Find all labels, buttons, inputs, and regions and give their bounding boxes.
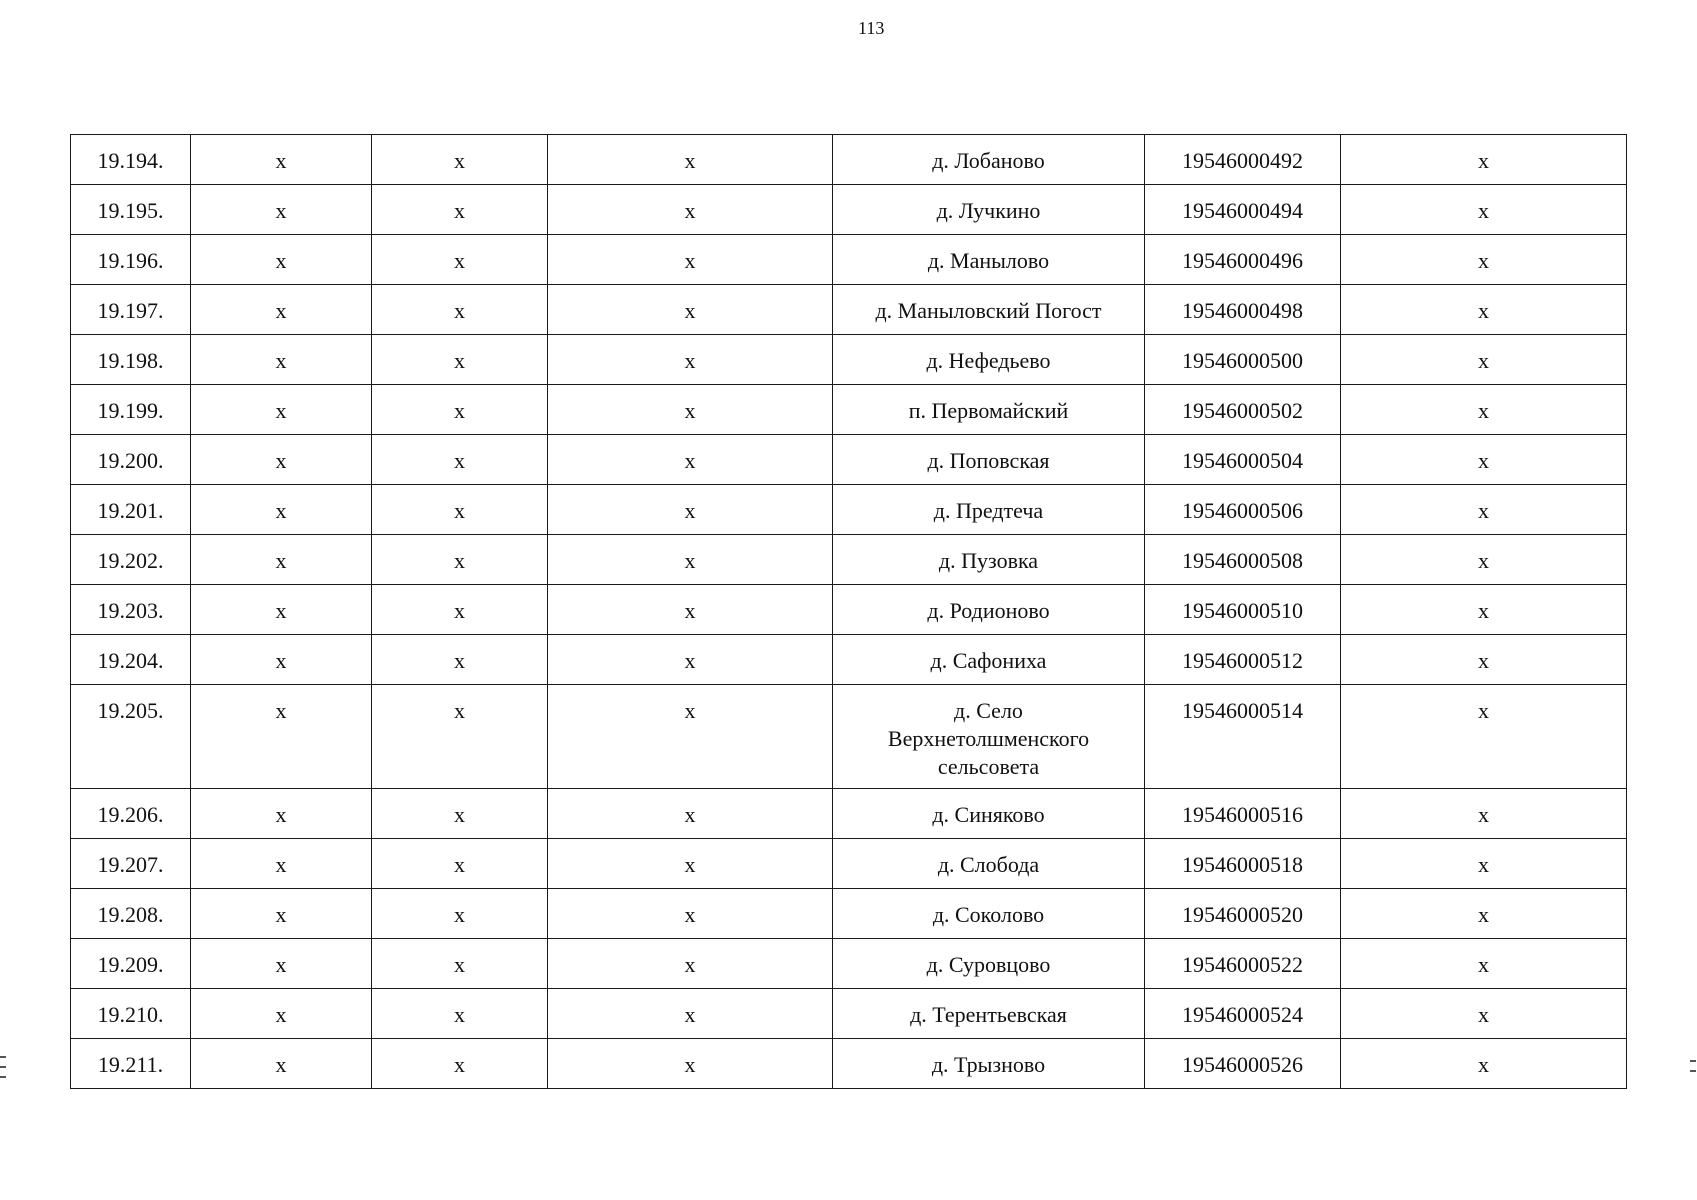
oktmo-code-cell: 19546000506 <box>1145 485 1341 535</box>
column-7-cell: х <box>1341 635 1627 685</box>
column-4-cell: х <box>548 685 833 789</box>
oktmo-code-cell: 19546000504 <box>1145 435 1341 485</box>
table-row <box>71 535 1627 585</box>
oktmo-code-cell: 19546000494 <box>1145 185 1341 235</box>
column-3-cell: х <box>372 1039 548 1089</box>
table-row <box>71 685 1627 789</box>
column-7-cell: х <box>1341 135 1627 185</box>
column-7-cell: х <box>1341 989 1627 1039</box>
column-2-cell: х <box>191 535 372 585</box>
settlement-name-cell: д. Маныловский Погост <box>833 285 1145 335</box>
table-row <box>71 435 1627 485</box>
column-2-cell: х <box>191 789 372 839</box>
oktmo-code-cell: 19546000522 <box>1145 939 1341 989</box>
table-row <box>71 889 1627 939</box>
table-row <box>71 135 1627 185</box>
column-3-cell: х <box>372 839 548 889</box>
row-number-cell: 19.204. <box>71 635 191 685</box>
settlement-name-line: д. Село <box>954 698 1023 723</box>
column-3-cell: х <box>372 585 548 635</box>
row-number-cell: 19.195. <box>71 185 191 235</box>
table-row <box>71 989 1627 1039</box>
column-7-cell: х <box>1341 435 1627 485</box>
column-4-cell: х <box>548 839 833 889</box>
column-3-cell: х <box>372 635 548 685</box>
column-4-cell: х <box>548 235 833 285</box>
row-number-cell: 19.209. <box>71 939 191 989</box>
column-2-cell: х <box>191 685 372 789</box>
oktmo-code-cell: 19546000500 <box>1145 335 1341 385</box>
column-3-cell: х <box>372 535 548 585</box>
column-7-cell: х <box>1341 285 1627 335</box>
scan-edge-mark <box>0 1076 6 1078</box>
column-7-cell: х <box>1341 939 1627 989</box>
column-7-cell: х <box>1341 335 1627 385</box>
settlement-name-cell: д. Лучкино <box>833 185 1145 235</box>
table-row <box>71 789 1627 839</box>
table-row <box>71 635 1627 685</box>
settlement-name-cell: д. Поповская <box>833 435 1145 485</box>
column-2-cell: х <box>191 285 372 335</box>
column-2-cell: х <box>191 385 372 435</box>
table-row <box>71 385 1627 435</box>
row-number-cell: 19.199. <box>71 385 191 435</box>
settlement-name-cell: д. Синяково <box>833 789 1145 839</box>
column-4-cell: х <box>548 385 833 435</box>
settlement-name-cell: д. Пузовка <box>833 535 1145 585</box>
column-3-cell: х <box>372 685 548 789</box>
row-number-cell: 19.201. <box>71 485 191 535</box>
settlement-name-line: сельсовета <box>937 754 1040 779</box>
row-number-cell: 19.211. <box>71 1039 191 1089</box>
settlement-name-cell: д. Лобаново <box>833 135 1145 185</box>
oktmo-code-cell: 19546000510 <box>1145 585 1341 635</box>
settlement-name-cell: д. Терентьевская <box>833 989 1145 1039</box>
row-number-cell: 19.203. <box>71 585 191 635</box>
row-number-cell: 19.198. <box>71 335 191 385</box>
row-number-cell: 19.197. <box>71 285 191 335</box>
row-number-cell: 19.202. <box>71 535 191 585</box>
column-3-cell: х <box>372 989 548 1039</box>
settlement-name-cell: д. Родионово <box>833 585 1145 635</box>
settlement-name-cell: д. Манылово <box>833 235 1145 285</box>
column-4-cell: х <box>548 135 833 185</box>
settlements-table <box>70 134 1627 1089</box>
table-body <box>71 135 1627 1089</box>
column-4-cell: х <box>548 789 833 839</box>
column-2-cell: х <box>191 839 372 889</box>
settlement-name-cell: д. Предтеча <box>833 485 1145 535</box>
row-number-cell: 19.210. <box>71 989 191 1039</box>
column-7-cell: х <box>1341 789 1627 839</box>
column-2-cell: х <box>191 939 372 989</box>
row-number-cell: 19.208. <box>71 889 191 939</box>
settlement-name-line: Верхнетолшменского <box>887 726 1090 751</box>
settlement-name-cell: д. Суровцово <box>833 939 1145 989</box>
column-7-cell: х <box>1341 185 1627 235</box>
settlement-name-cell: п. Первомайский <box>833 385 1145 435</box>
settlement-name-cell: д. Слобода <box>833 839 1145 889</box>
settlement-name-cell: д. Соколово <box>833 889 1145 939</box>
row-number-cell: 19.196. <box>71 235 191 285</box>
oktmo-code-cell: 19546000516 <box>1145 789 1341 839</box>
row-number-cell: 19.207. <box>71 839 191 889</box>
row-number-cell: 19.205. <box>71 685 191 789</box>
column-4-cell: х <box>548 939 833 989</box>
column-4-cell: х <box>548 285 833 335</box>
column-3-cell: х <box>372 485 548 535</box>
column-2-cell: х <box>191 185 372 235</box>
column-7-cell: х <box>1341 585 1627 635</box>
column-3-cell: х <box>372 235 548 285</box>
column-3-cell: х <box>372 135 548 185</box>
column-4-cell: х <box>548 485 833 535</box>
table-row <box>71 285 1627 335</box>
column-4-cell: х <box>548 889 833 939</box>
column-3-cell: х <box>372 435 548 485</box>
column-7-cell: х <box>1341 235 1627 285</box>
column-7-cell: х <box>1341 385 1627 435</box>
column-4-cell: х <box>548 535 833 585</box>
column-7-cell: х <box>1341 535 1627 585</box>
oktmo-code-cell: 19546000502 <box>1145 385 1341 435</box>
table-row <box>71 1039 1627 1089</box>
row-number-cell: 19.206. <box>71 789 191 839</box>
column-2-cell: х <box>191 889 372 939</box>
column-2-cell: х <box>191 235 372 285</box>
oktmo-code-cell: 19546000526 <box>1145 1039 1341 1089</box>
oktmo-code-cell: 19546000498 <box>1145 285 1341 335</box>
table-row <box>71 585 1627 635</box>
oktmo-code-cell: 19546000496 <box>1145 235 1341 285</box>
column-3-cell: х <box>372 335 548 385</box>
oktmo-code-cell: 19546000508 <box>1145 535 1341 585</box>
oktmo-code-cell: 19546000514 <box>1145 685 1341 789</box>
scan-edge-mark <box>0 1066 6 1068</box>
row-number-cell: 19.200. <box>71 435 191 485</box>
column-2-cell: х <box>191 1039 372 1089</box>
settlement-name-cell: д. Трызново <box>833 1039 1145 1089</box>
column-7-cell: х <box>1341 839 1627 889</box>
column-4-cell: х <box>548 335 833 385</box>
oktmo-code-cell: 19546000520 <box>1145 889 1341 939</box>
column-2-cell: х <box>191 485 372 535</box>
column-7-cell: х <box>1341 889 1627 939</box>
table-row <box>71 185 1627 235</box>
column-2-cell: х <box>191 635 372 685</box>
oktmo-code-cell: 19546000518 <box>1145 839 1341 889</box>
table-row <box>71 939 1627 989</box>
column-4-cell: х <box>548 989 833 1039</box>
settlement-name-cell: д. Нефедьево <box>833 335 1145 385</box>
column-2-cell: х <box>191 585 372 635</box>
column-4-cell: х <box>548 185 833 235</box>
oktmo-code-cell: 19546000512 <box>1145 635 1341 685</box>
table-row <box>71 839 1627 889</box>
settlement-name-cell <box>833 685 1145 789</box>
column-4-cell: х <box>548 635 833 685</box>
column-7-cell: х <box>1341 1039 1627 1089</box>
table-row <box>71 235 1627 285</box>
scan-edge-mark <box>1690 1060 1696 1062</box>
column-3-cell: х <box>372 185 548 235</box>
column-2-cell: х <box>191 435 372 485</box>
column-3-cell: х <box>372 939 548 989</box>
column-2-cell: х <box>191 335 372 385</box>
settlement-name-cell: д. Сафониха <box>833 635 1145 685</box>
column-4-cell: х <box>548 585 833 635</box>
column-3-cell: х <box>372 385 548 435</box>
column-3-cell: х <box>372 285 548 335</box>
scan-edge-mark <box>0 1056 6 1058</box>
oktmo-code-cell: 19546000492 <box>1145 135 1341 185</box>
column-2-cell: х <box>191 135 372 185</box>
column-4-cell: х <box>548 435 833 485</box>
scan-edge-mark <box>1690 1070 1696 1072</box>
oktmo-code-cell: 19546000524 <box>1145 989 1341 1039</box>
column-3-cell: х <box>372 789 548 839</box>
column-4-cell: х <box>548 1039 833 1089</box>
table-row <box>71 485 1627 535</box>
column-2-cell: х <box>191 989 372 1039</box>
column-7-cell: х <box>1341 685 1627 789</box>
column-3-cell: х <box>372 889 548 939</box>
table-row <box>71 335 1627 385</box>
page-number: 113 <box>858 18 885 38</box>
column-7-cell: х <box>1341 485 1627 535</box>
row-number-cell: 19.194. <box>71 135 191 185</box>
